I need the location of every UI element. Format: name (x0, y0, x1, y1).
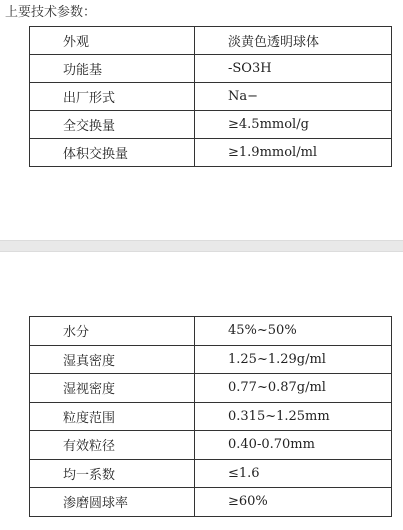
param-name: 粒度范围 (30, 402, 195, 431)
param-value: -SO3H (195, 55, 392, 83)
table-row (30, 111, 392, 139)
param-name: 有效粒径 (30, 431, 195, 460)
param-value: 0.40-0.70mm (195, 431, 392, 460)
param-value: 0.77~0.87g/ml (195, 374, 392, 403)
param-name: 渗磨圆球率 (30, 488, 195, 517)
param-name: 外观 (30, 27, 195, 55)
param-value: ≥60% (195, 488, 392, 517)
param-value: ≤1.6 (195, 459, 392, 488)
spec-table-1 (29, 26, 392, 167)
param-value: 45%~50% (195, 317, 392, 346)
table-row (30, 345, 392, 374)
param-value: ≥4.5mmol/g (195, 111, 392, 139)
param-name: 全交换量 (30, 111, 195, 139)
param-value: ≥1.9mmol/ml (195, 139, 392, 167)
spec-table-2 (29, 316, 392, 517)
table-row (30, 55, 392, 83)
param-name: 均一系数 (30, 459, 195, 488)
param-value: 淡黄色透明球体 (195, 27, 392, 55)
table-row (30, 317, 392, 346)
table-row (30, 459, 392, 488)
param-name: 功能基 (30, 55, 195, 83)
param-name: 水分 (30, 317, 195, 346)
param-name: 体积交换量 (30, 139, 195, 167)
table-row (30, 27, 392, 55)
table-row (30, 431, 392, 460)
page-divider (0, 240, 403, 252)
param-value: 0.315~1.25mm (195, 402, 392, 431)
table-row (30, 374, 392, 403)
param-value: Na− (195, 83, 392, 111)
param-name: 出厂形式 (30, 83, 195, 111)
param-name: 湿视密度 (30, 374, 195, 403)
param-name: 湿真密度 (30, 345, 195, 374)
table-row (30, 402, 392, 431)
table-row (30, 139, 392, 167)
param-value: 1.25~1.29g/ml (195, 345, 392, 374)
table-row (30, 488, 392, 517)
table-row (30, 83, 392, 111)
section-heading: 上要技术参数： (5, 5, 97, 20)
